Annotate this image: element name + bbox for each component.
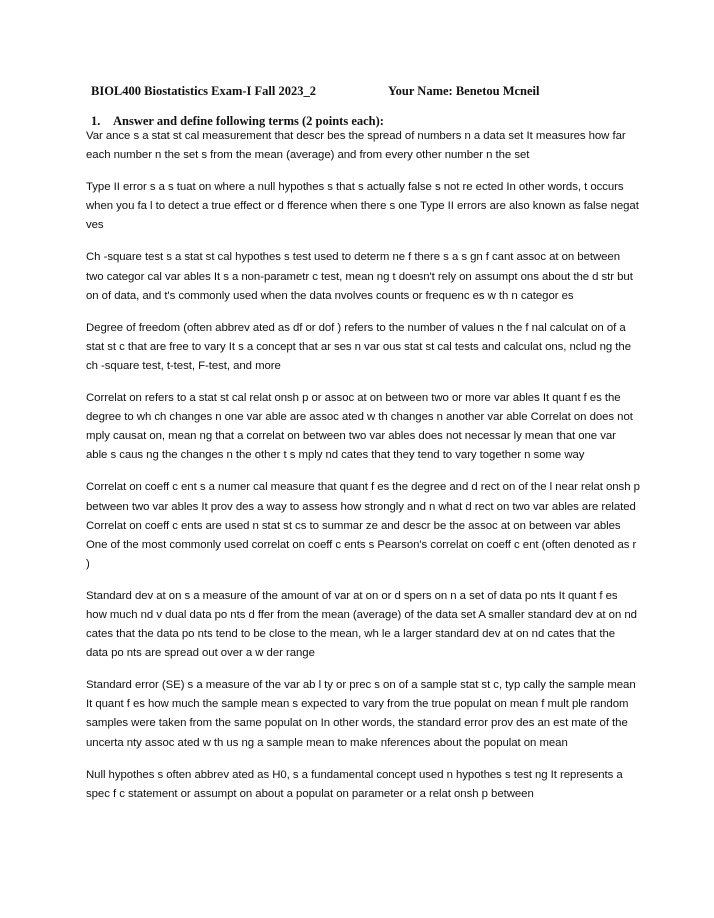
- paragraph-standard-error: Standard error (SE) s a measure of the var ab l ty or prec s on of a sample stat st c, typ cally the sample mean It quant f es how much the sample mean s expected to vary from the true populat on mean f mult ple random samples were taken from the same populat on In other words, the standard error prov des an est mate of the uncerta nty assoc ated w th us ng a sample mean to make nferences about the populat on mean: [86, 679, 636, 749]
- paragraph-standard-deviation: Standard dev at on s a measure of the amount of var at on or d spers on n a set of data po nts It quant f es how much nd v dual data po nts d ffer from the mean (average) of the data set A smaller standard dev at on nd cates that the data po nts tend to be close to the mean, wh le a larger standard dev at on nd cates that the data po nts are spread out over a w der range: [86, 589, 637, 660]
- question-number: 1.: [91, 114, 101, 128]
- paragraph-correlation-coefficient: Correlat on coeff c ent s a numer cal measure that quant f es the degree and d rect on of the l near relat onsh p between two var ables It prov des a way to assess how strongly and n what d rect on two var ables are related Correlat on coeff c ents are used n stat st cs to summar ze and descr be the assoc at on between var ables One of the most commonly used correlat on coeff c ents s Pearson's correlat on coeff c ent (often denoted as r ): [86, 481, 640, 570]
- answer-body: [86, 127, 640, 817]
- question-text: Answer and define following terms (2 points each):: [113, 114, 384, 128]
- student-name: Your Name: Benetou Mcneil: [388, 84, 540, 98]
- paragraph-correlation: Correlat on refers to a stat st cal relat onsh p or assoc at on between two or more var ables It quant f es the degree to wh ch changes n one var able are assoc ated w th changes n another var able Correlat on does not mply causat on, mean ng that a correlat on between two var ables does not necessar ly mean that one var able s caus ng the changes n the other t s mply nd cates that they tend to vary together n some way: [86, 392, 633, 462]
- paragraph-variance: Var ance s a stat st cal measurement that descr bes the spread of numbers n a data set It measures how far each number n the set s from the mean (average) and from every other number n the set: [86, 130, 626, 162]
- paragraph-degree-of-freedom: Degree of freedom (often abbrev ated as df or dof ) refers to the number of values n the f nal calculat on of a stat st c that are free to vary It s a concept that ar ses n var ous stat st cal tests and calculat ons, nclud ng the ch -square test, t-test, F-test, and more: [86, 321, 631, 372]
- paragraph-null-hypothesis: Null hypothes s often abbrev ated as H0, s a fundamental concept used n hypothes s test ng It represents a spec f c statement or assumpt on about a populat on parameter or a relat onsh p between: [86, 768, 623, 800]
- paragraph-chi-square-test: Ch -square test s a stat st cal hypothes s test used to determ ne f there s a s gn f cant assoc at on between two categor cal var ables It s a non-parametr c test, mean ng t doesn't rely on assumpt ons about the d str but on of data, and t's commonly used when the data nvolves counts or frequenc es w th n categor es: [86, 251, 633, 302]
- exam-title: BIOL400 Biostatistics Exam-I Fall 2023_2: [91, 84, 317, 98]
- exam-header: [91, 84, 651, 99]
- paragraph-type-ii-error: Type II error s a s tuat on where a null hypothes s that s actually false s not re ected In other words, t occurs when you fa l to detect a true effect or d fference when there s one Type II errors are also known as false negat ves: [86, 181, 639, 232]
